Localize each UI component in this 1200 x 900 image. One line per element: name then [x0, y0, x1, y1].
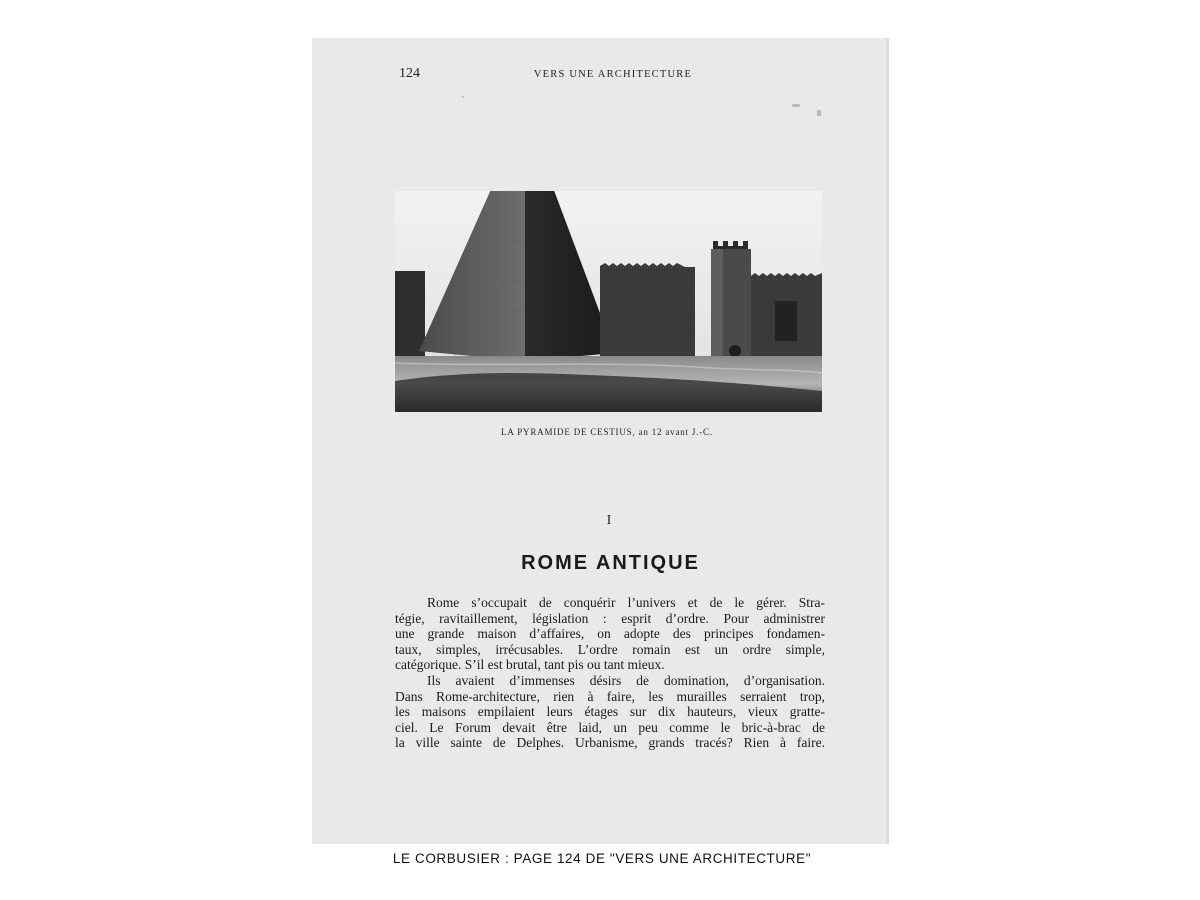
paper-speck [817, 110, 821, 116]
body-line: les maisons empilaient leurs étages sur dix hauteurs, vieux gratte- [395, 704, 825, 720]
gate-arch [775, 301, 797, 341]
body-line: taux, simples, irrécusables. L’ordre romain est un ordre simple, [395, 641, 825, 657]
pyramid-of-cestius-photograph [395, 191, 822, 412]
chapter-title: ROME ANTIQUE [521, 552, 700, 574]
body-line: Ils avaient d’immenses désirs de domination, d’organisation. [427, 672, 825, 688]
cart [729, 345, 741, 357]
body-line: Dans Rome-architecture, rien à faire, les murailles serraient trop, [395, 688, 825, 704]
body-line: une grande maison d’affaires, on adopte des principes fondamen- [395, 626, 825, 642]
scanned-book-page [312, 38, 889, 844]
body-line: catégorique. S’il est brutal, tant pis ou tant mieux. [395, 657, 665, 673]
page-number: 124 [399, 66, 420, 81]
left-wall [395, 271, 425, 361]
body-line: tégie, ravitaillement, législation : esprit d’ordre. Pour administrer [395, 610, 825, 626]
figure-caption: LA PYRAMIDE DE CESTIUS, an 12 avant J.-C. [501, 427, 713, 437]
section-numeral: I [606, 513, 612, 528]
slide-caption: LE CORBUSIER : PAGE 124 DE "VERS UNE ARCHITECTURE" [392, 851, 812, 866]
paper-speck [462, 96, 464, 98]
paper-speck [792, 104, 800, 107]
page-edge-shadow [886, 38, 889, 844]
aurelian-wall [600, 263, 695, 356]
body-paragraphs [395, 595, 825, 751]
running-head: VERS UNE ARCHITECTURE [533, 69, 693, 80]
body-line: ciel. Le Forum devait être laid, un peu comme le bric-à-brac de [395, 719, 825, 735]
body-line: Rome s’occupait de conquérir l’univers et de le gérer. Stra- [427, 595, 825, 610]
body-line: la ville sainte de Delphes. Urbanisme, grands tracés? Rien à faire. [395, 735, 825, 751]
